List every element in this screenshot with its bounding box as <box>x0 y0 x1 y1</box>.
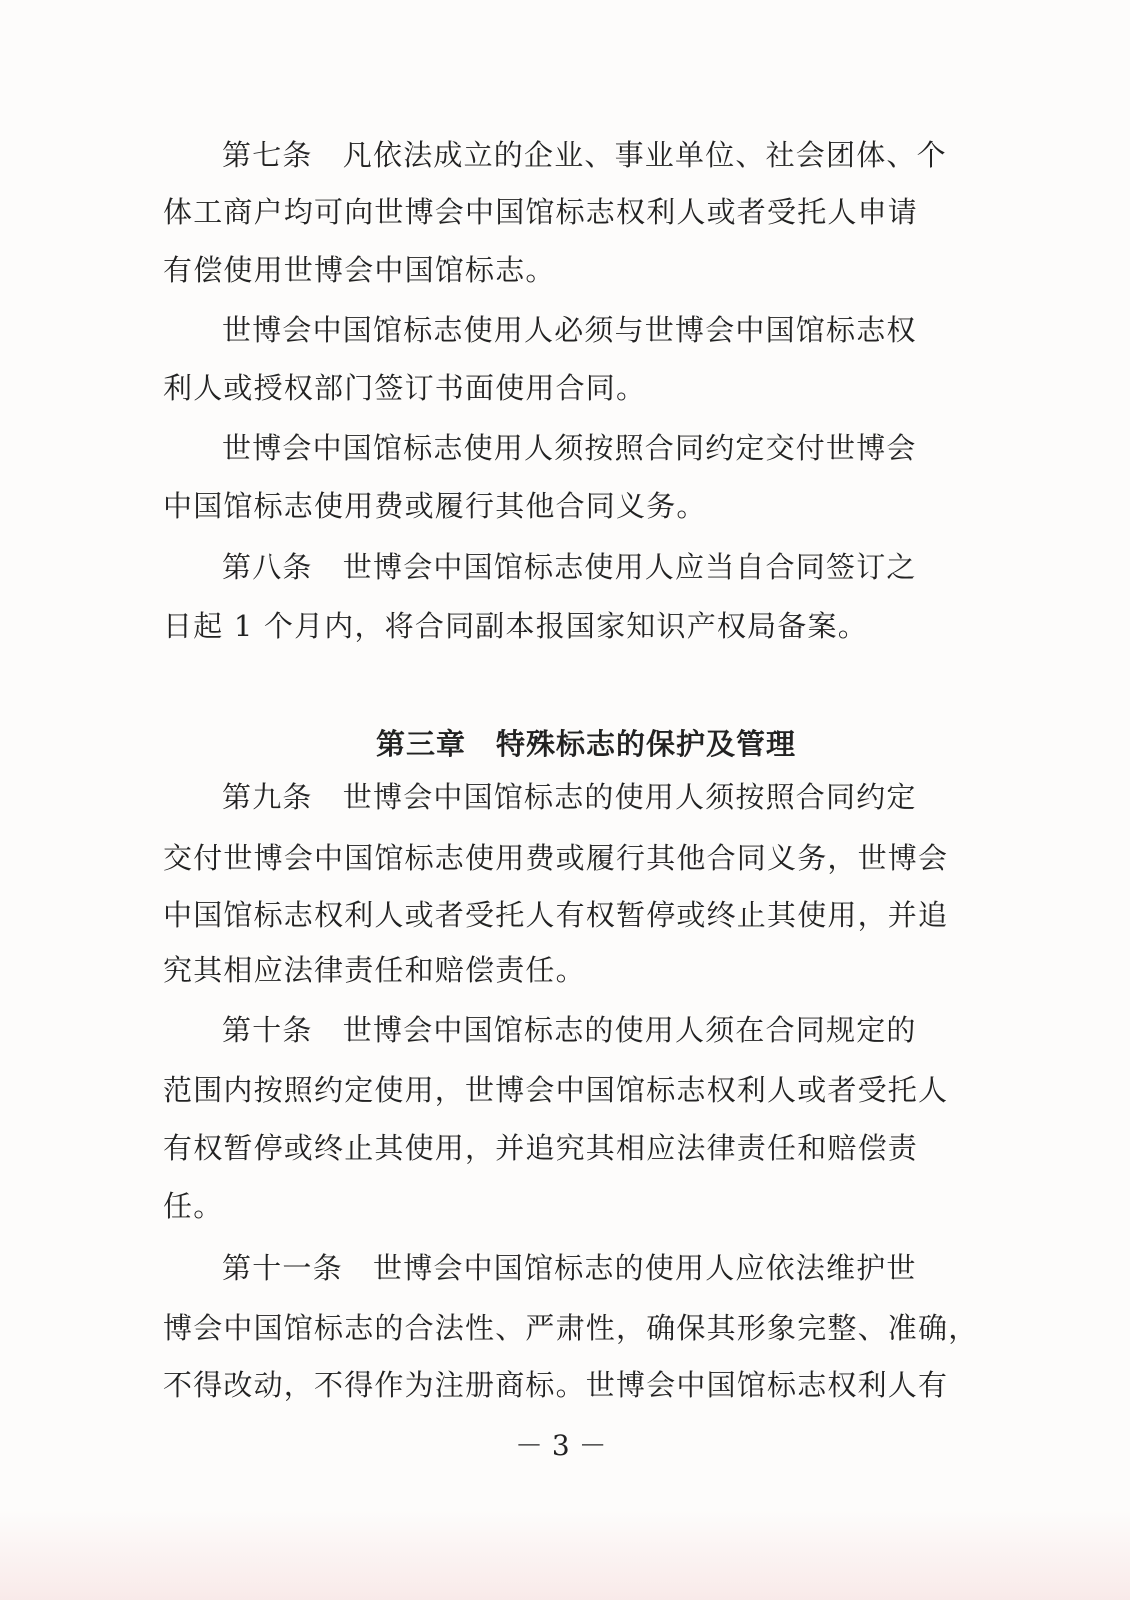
article-7-para2-line: 世博会中国馆标志使用人必须与世博会中国馆标志权 <box>222 313 917 347</box>
article-7-line: 体工商户均可向世博会中国馆标志权利人或者受托人申请 <box>163 195 919 229</box>
article-7-para3-line: 世博会中国馆标志使用人须按照合同约定交付世博会 <box>222 431 917 465</box>
chapter-heading: 第三章 特殊标志的保护及管理 <box>376 727 797 761</box>
article-8-line: 第八条 世博会中国馆标志使用人应当自合同签订之 <box>222 550 917 584</box>
article-7-line: 有偿使用世博会中国馆标志。 <box>163 253 556 287</box>
article-10-line: 有权暂停或终止其使用，并追究其相应法律责任和赔偿责 <box>163 1131 919 1165</box>
article-11-line: 第十一条 世博会中国馆标志的使用人应依法维护世 <box>222 1251 917 1285</box>
article-8-line: 日起 1 个月内，将合同副本报国家知识产权局备案。 <box>163 609 868 643</box>
article-9-line: 中国馆标志权利人或者受托人有权暂停或终止其使用，并追 <box>163 898 949 932</box>
article-9-line: 第九条 世博会中国馆标志的使用人须按照合同约定 <box>222 780 917 814</box>
article-11-line: 博会中国馆标志的合法性、严肃性，确保其形象完整、准确， <box>163 1311 979 1345</box>
article-7-para3-line: 中国馆标志使用费或履行其他合同义务。 <box>163 489 707 523</box>
article-7-para2-line: 利人或授权部门签订书面使用合同。 <box>163 371 647 405</box>
article-10-line: 范围内按照约定使用，世博会中国馆标志权利人或者受托人 <box>163 1073 949 1107</box>
scan-edge-tint <box>0 1510 1130 1600</box>
article-11-line: 不得改动，不得作为注册商标。世博会中国馆标志权利人有 <box>163 1368 949 1402</box>
article-7-line: 第七条 凡依法成立的企业、事业单位、社会团体、个 <box>222 138 947 172</box>
article-9-line: 究其相应法律责任和赔偿责任。 <box>163 953 586 987</box>
article-9-line: 交付世博会中国馆标志使用费或履行其他合同义务，世博会 <box>163 841 949 875</box>
article-10-line: 任。 <box>163 1189 224 1223</box>
page-number: － 3 － <box>515 1429 607 1462</box>
article-10-line: 第十条 世博会中国馆标志的使用人须在合同规定的 <box>222 1013 917 1047</box>
